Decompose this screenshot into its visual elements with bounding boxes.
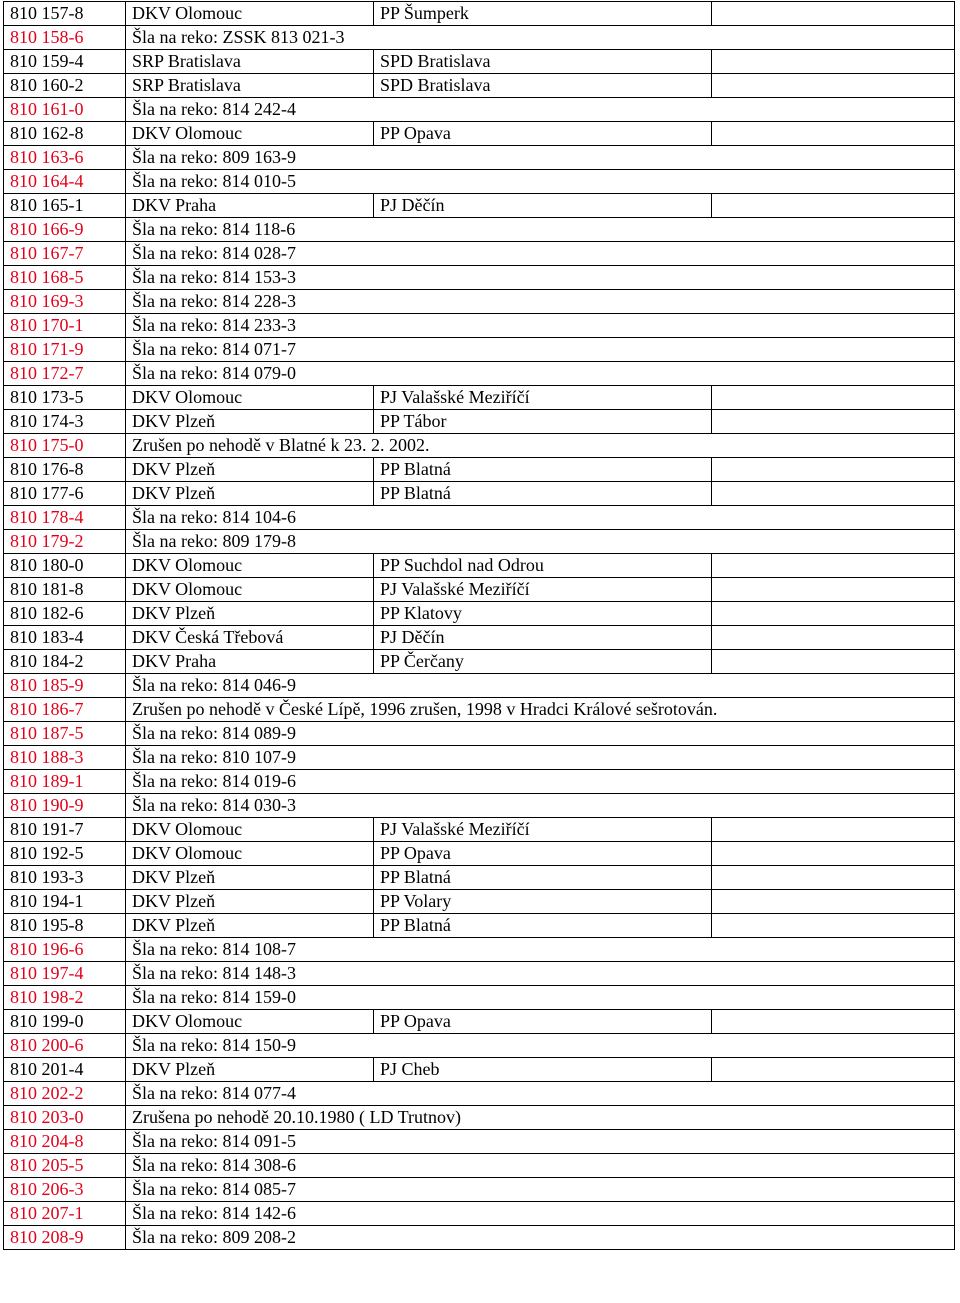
note-cell: Šla na reko: 814 150-9	[126, 1034, 955, 1058]
empty-cell	[712, 602, 955, 626]
depot-cell: DKV Praha	[126, 650, 374, 674]
station-cell: PJ Valašské Meziříčí	[374, 818, 712, 842]
note-cell: Šla na reko: 814 091-5	[126, 1130, 955, 1154]
table-row	[4, 218, 955, 242]
vehicle-number-cell: 810 191-7	[4, 818, 126, 842]
empty-cell	[712, 122, 955, 146]
vehicle-number-cell: 810 181-8	[4, 578, 126, 602]
table-row	[4, 962, 955, 986]
table-row	[4, 146, 955, 170]
empty-cell	[712, 74, 955, 98]
station-cell: PP Tábor	[374, 410, 712, 434]
vehicle-number-cell: 810 161-0	[4, 98, 126, 122]
note-cell: Šla na reko: 814 079-0	[126, 362, 955, 386]
note-cell: Šla na reko: 814 153-3	[126, 266, 955, 290]
note-cell: Šla na reko: 814 228-3	[126, 290, 955, 314]
station-cell: PJ Cheb	[374, 1058, 712, 1082]
vehicle-number-cell: 810 203-0	[4, 1106, 126, 1130]
station-cell: PJ Valašské Meziříčí	[374, 578, 712, 602]
vehicle-number-cell: 810 204-8	[4, 1130, 126, 1154]
empty-cell	[712, 410, 955, 434]
vehicle-number-cell: 810 176-8	[4, 458, 126, 482]
station-cell: PJ Valašské Meziříčí	[374, 386, 712, 410]
note-cell: Šla na reko: 814 085-7	[126, 1178, 955, 1202]
vehicle-number-cell: 810 185-9	[4, 674, 126, 698]
station-cell: PP Blatná	[374, 482, 712, 506]
depot-cell: DKV Plzeň	[126, 458, 374, 482]
table-row	[4, 794, 955, 818]
table-row	[4, 650, 955, 674]
vehicle-number-cell: 810 199-0	[4, 1010, 126, 1034]
depot-cell: SRP Bratislava	[126, 50, 374, 74]
vehicle-number-cell: 810 166-9	[4, 218, 126, 242]
station-cell: PP Opava	[374, 122, 712, 146]
vehicle-number-cell: 810 164-4	[4, 170, 126, 194]
empty-cell	[712, 818, 955, 842]
vehicle-number-cell: 810 192-5	[4, 842, 126, 866]
note-cell: Šla na reko: 814 104-6	[126, 506, 955, 530]
table-row	[4, 194, 955, 218]
note-cell: Šla na reko: 814 308-6	[126, 1154, 955, 1178]
vehicle-number-cell: 810 189-1	[4, 770, 126, 794]
table-row	[4, 314, 955, 338]
table-row	[4, 578, 955, 602]
note-cell: Zrušen po nehodě v České Lípě, 1996 zrušen, 1998 v Hradci Králové sešrotován.	[126, 698, 955, 722]
vehicle-number-cell: 810 195-8	[4, 914, 126, 938]
table-row	[4, 938, 955, 962]
note-cell: Šla na reko: 814 077-4	[126, 1082, 955, 1106]
depot-cell: DKV Olomouc	[126, 386, 374, 410]
depot-cell: DKV Olomouc	[126, 578, 374, 602]
vehicle-number-cell: 810 194-1	[4, 890, 126, 914]
table-row	[4, 914, 955, 938]
vehicle-number-cell: 810 163-6	[4, 146, 126, 170]
table-row	[4, 242, 955, 266]
station-cell: PJ Děčín	[374, 626, 712, 650]
empty-cell	[712, 1010, 955, 1034]
table-row	[4, 1178, 955, 1202]
empty-cell	[712, 914, 955, 938]
note-cell: Šla na reko: 810 107-9	[126, 746, 955, 770]
empty-cell	[712, 626, 955, 650]
note-cell: Zrušen po nehodě v Blatné k 23. 2. 2002.	[126, 434, 955, 458]
vehicle-number-cell: 810 178-4	[4, 506, 126, 530]
vehicle-number-cell: 810 162-8	[4, 122, 126, 146]
table-row	[4, 698, 955, 722]
empty-cell	[712, 890, 955, 914]
vehicle-number-cell: 810 182-6	[4, 602, 126, 626]
depot-cell: DKV Plzeň	[126, 914, 374, 938]
vehicle-number-cell: 810 180-0	[4, 554, 126, 578]
vehicle-number-cell: 810 177-6	[4, 482, 126, 506]
note-cell: Šla na reko: 814 233-3	[126, 314, 955, 338]
vehicle-number-cell: 810 157-8	[4, 2, 126, 26]
depot-cell: DKV Plzeň	[126, 602, 374, 626]
station-cell: PJ Děčín	[374, 194, 712, 218]
station-cell: PP Šumperk	[374, 2, 712, 26]
station-cell: PP Opava	[374, 1010, 712, 1034]
vehicle-number-cell: 810 183-4	[4, 626, 126, 650]
note-cell: Šla na reko: 814 030-3	[126, 794, 955, 818]
empty-cell	[712, 386, 955, 410]
station-cell: PP Klatovy	[374, 602, 712, 626]
depot-cell: DKV Česká Třebová	[126, 626, 374, 650]
depot-cell: DKV Olomouc	[126, 122, 374, 146]
table-row	[4, 842, 955, 866]
note-cell: Zrušena po nehodě 20.10.1980 ( LD Trutnov)	[126, 1106, 955, 1130]
vehicle-number-cell: 810 158-6	[4, 26, 126, 50]
depot-cell: SRP Bratislava	[126, 74, 374, 98]
note-cell: Šla na reko: 814 010-5	[126, 170, 955, 194]
vehicle-number-cell: 810 160-2	[4, 74, 126, 98]
table-row	[4, 602, 955, 626]
table-row	[4, 1226, 955, 1250]
vehicle-number-cell: 810 206-3	[4, 1178, 126, 1202]
table-row	[4, 1202, 955, 1226]
station-cell: PP Volary	[374, 890, 712, 914]
table-row	[4, 770, 955, 794]
station-cell: PP Blatná	[374, 866, 712, 890]
table-row	[4, 386, 955, 410]
table-row	[4, 26, 955, 50]
station-cell: SPD Bratislava	[374, 50, 712, 74]
vehicle-number-cell: 810 170-1	[4, 314, 126, 338]
vehicle-number-cell: 810 200-6	[4, 1034, 126, 1058]
station-cell: PP Suchdol nad Odrou	[374, 554, 712, 578]
depot-cell: DKV Plzeň	[126, 890, 374, 914]
table-row	[4, 530, 955, 554]
note-cell: Šla na reko: 814 142-6	[126, 1202, 955, 1226]
table-row	[4, 626, 955, 650]
table-row	[4, 266, 955, 290]
table-row	[4, 458, 955, 482]
vehicle-number-cell: 810 179-2	[4, 530, 126, 554]
table-row	[4, 506, 955, 530]
note-cell: Šla na reko: 814 028-7	[126, 242, 955, 266]
depot-cell: DKV Praha	[126, 194, 374, 218]
depot-cell: DKV Plzeň	[126, 482, 374, 506]
table-row	[4, 74, 955, 98]
table-row	[4, 890, 955, 914]
empty-cell	[712, 458, 955, 482]
table-row	[4, 674, 955, 698]
note-cell: Šla na reko: 814 148-3	[126, 962, 955, 986]
vehicle-number-cell: 810 205-5	[4, 1154, 126, 1178]
depot-cell: DKV Olomouc	[126, 1010, 374, 1034]
table-row	[4, 338, 955, 362]
table-row	[4, 362, 955, 386]
note-cell: Šla na reko: 814 089-9	[126, 722, 955, 746]
vehicle-number-cell: 810 198-2	[4, 986, 126, 1010]
vehicle-number-cell: 810 208-9	[4, 1226, 126, 1250]
table-row	[4, 2, 955, 26]
table-row	[4, 50, 955, 74]
note-cell: Šla na reko: 809 179-8	[126, 530, 955, 554]
table-row	[4, 554, 955, 578]
table-row	[4, 986, 955, 1010]
depot-cell: DKV Plzeň	[126, 1058, 374, 1082]
vehicle-number-cell: 810 184-2	[4, 650, 126, 674]
note-cell: Šla na reko: 814 019-6	[126, 770, 955, 794]
table-row	[4, 482, 955, 506]
depot-cell: DKV Olomouc	[126, 842, 374, 866]
empty-cell	[712, 194, 955, 218]
note-cell: Šla na reko: 814 159-0	[126, 986, 955, 1010]
empty-cell	[712, 554, 955, 578]
vehicle-table	[3, 1, 955, 1250]
empty-cell	[712, 2, 955, 26]
empty-cell	[712, 578, 955, 602]
table-row	[4, 1130, 955, 1154]
table-row	[4, 1154, 955, 1178]
note-cell: Šla na reko: 814 118-6	[126, 218, 955, 242]
vehicle-number-cell: 810 159-4	[4, 50, 126, 74]
vehicle-number-cell: 810 174-3	[4, 410, 126, 434]
station-cell: PP Opava	[374, 842, 712, 866]
station-cell: PP Blatná	[374, 458, 712, 482]
vehicle-number-cell: 810 188-3	[4, 746, 126, 770]
empty-cell	[712, 842, 955, 866]
vehicle-number-cell: 810 187-5	[4, 722, 126, 746]
vehicle-number-cell: 810 186-7	[4, 698, 126, 722]
depot-cell: DKV Olomouc	[126, 2, 374, 26]
table-row	[4, 98, 955, 122]
table-row	[4, 410, 955, 434]
table-row	[4, 722, 955, 746]
vehicle-number-cell: 810 201-4	[4, 1058, 126, 1082]
vehicle-number-cell: 810 167-7	[4, 242, 126, 266]
empty-cell	[712, 650, 955, 674]
note-cell: Šla na reko: 814 242-4	[126, 98, 955, 122]
vehicle-number-cell: 810 172-7	[4, 362, 126, 386]
vehicle-number-cell: 810 173-5	[4, 386, 126, 410]
vehicle-number-cell: 810 175-0	[4, 434, 126, 458]
station-cell: PP Čerčany	[374, 650, 712, 674]
note-cell: Šla na reko: 814 046-9	[126, 674, 955, 698]
note-cell: Šla na reko: ZSSK 813 021-3	[126, 26, 955, 50]
vehicle-number-cell: 810 196-6	[4, 938, 126, 962]
depot-cell: DKV Plzeň	[126, 410, 374, 434]
empty-cell	[712, 50, 955, 74]
table-row	[4, 1010, 955, 1034]
depot-cell: DKV Plzeň	[126, 866, 374, 890]
vehicle-number-cell: 810 197-4	[4, 962, 126, 986]
vehicle-number-cell: 810 207-1	[4, 1202, 126, 1226]
table-row	[4, 818, 955, 842]
vehicle-number-cell: 810 193-3	[4, 866, 126, 890]
depot-cell: DKV Olomouc	[126, 818, 374, 842]
note-cell: Šla na reko: 809 163-9	[126, 146, 955, 170]
table-row	[4, 1082, 955, 1106]
table-row	[4, 746, 955, 770]
table-row	[4, 290, 955, 314]
table-row	[4, 434, 955, 458]
table-row	[4, 170, 955, 194]
vehicle-number-cell: 810 190-9	[4, 794, 126, 818]
station-cell: SPD Bratislava	[374, 74, 712, 98]
table-row	[4, 122, 955, 146]
empty-cell	[712, 866, 955, 890]
table-row	[4, 1058, 955, 1082]
station-cell: PP Blatná	[374, 914, 712, 938]
table-row	[4, 866, 955, 890]
note-cell: Šla na reko: 814 071-7	[126, 338, 955, 362]
table-row	[4, 1106, 955, 1130]
empty-cell	[712, 482, 955, 506]
note-cell: Šla na reko: 814 108-7	[126, 938, 955, 962]
vehicle-number-cell: 810 169-3	[4, 290, 126, 314]
vehicle-number-cell: 810 202-2	[4, 1082, 126, 1106]
table-row	[4, 1034, 955, 1058]
vehicle-number-cell: 810 171-9	[4, 338, 126, 362]
depot-cell: DKV Olomouc	[126, 554, 374, 578]
empty-cell	[712, 1058, 955, 1082]
vehicle-number-cell: 810 165-1	[4, 194, 126, 218]
table-body	[4, 2, 955, 1250]
vehicle-number-cell: 810 168-5	[4, 266, 126, 290]
note-cell: Šla na reko: 809 208-2	[126, 1226, 955, 1250]
